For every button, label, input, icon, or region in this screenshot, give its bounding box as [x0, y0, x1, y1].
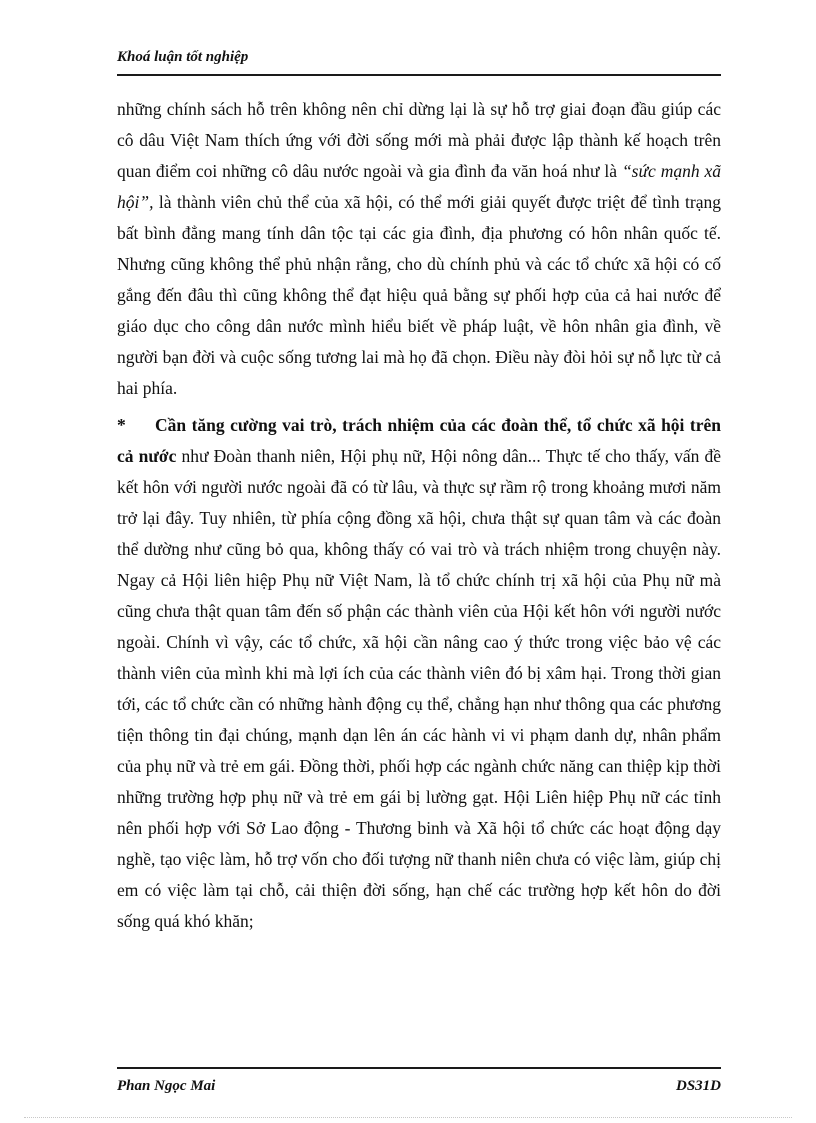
- paragraph-2-heading: Cần tăng cường vai trò, trách nhiệm của các đoàn thể, tổ chức xã hội trên cả nước: [117, 415, 721, 466]
- footer-divider: [117, 1067, 721, 1069]
- paragraph-1-quote: “sức mạnh xã hội”,: [117, 161, 722, 212]
- page-edge-line: [24, 1117, 792, 1118]
- footer-code: DS31D: [675, 1078, 721, 1094]
- document-body: [117, 94, 721, 937]
- paragraph-1-text-b: là thành viên chủ thể của xã hội, có thể mới giải quyết được triệt để tình trạng bất bình đẳng mang tính dân tộc tại các gia đình, địa phương có hôn nhân quốc tế. Nhưng cũng không thể phủ nhận rằng, cho dù chính phủ và các tổ chức xã hội có cố gắng đến đâu thì cũng không thể đạt hiệu quả bằng sự phối hợp của cả hai nước để giáo dục cho công dân nước mình hiểu biết về pháp luật, về hôn nhân gia đình, về người bạn đời và cuộc sống tương lai mà họ đã chọn. Điều này đòi hỏi sự nỗ lực từ cả hai phía.: [117, 192, 721, 398]
- paragraph-2-text: như Đoàn thanh niên, Hội phụ nữ, Hội nông dân... Thực tế cho thấy, vấn đề kết hôn với người nước ngoài đã có từ lâu, và thực sự rầm rộ trong khoảng mươi năm trở lại đây. Tuy nhiên, từ phía cộng đồng xã hội, chưa thật sự quan tâm và các đoàn thể dường như cũng bỏ qua, không thấy có vai trò và trách nhiệm trong chuyện này. Ngay cả Hội liên hiệp Phụ nữ Việt Nam, là tổ chức chính trị xã hội của Phụ nữ mà cũng chưa thật quan tâm đến số phận các thành viên của Hội kết hôn với người nước ngoài. Chính vì vậy, các tổ chức, xã hội cần nâng cao ý thức trong việc bảo vệ các thành viên của mình khi mà lợi ích của các thành viên đó bị xâm hại. Trong thời gian tới, các tổ chức cần có những hành động cụ thể, chẳng hạn như thông qua các phương tiện thông tin đại chúng, mạnh dạn lên án các hành vi vi phạm danh dự, nhân phẩm của phụ nữ và trẻ em gái. Đồng thời, phối hợp các ngành chức năng can thiệp kịp thời những trường hợp phụ nữ và trẻ em gái bị lường gạt. Hội Liên hiệp Phụ nữ các tỉnh nên phối hợp với Sở Lao động - Thương binh và Xã hội tổ chức các hoạt động dạy nghề, tạo việc làm, hỗ trợ vốn cho đối tượng nữ thanh niên chưa có việc làm, giúp chị em có việc làm tại chỗ, cải thiện đời sống, hạn chế các trường hợp kết hôn do đời sống quá khó khăn;: [117, 446, 722, 931]
- header-divider: [117, 74, 721, 76]
- paragraph-1-text-a: những chính sách hỗ trên không nên chỉ dừng lại là sự hỗ trợ giai đoạn đầu giúp các cô dâu Việt Nam thích ứng với đời sống mới mà phải được lập thành kế hoạch trên quan điểm coi những cô dâu nước ngoài và gia đình đa văn hoá như là: [117, 99, 721, 181]
- bullet-marker: *: [117, 415, 126, 435]
- paragraph-2: [117, 410, 721, 937]
- footer-author: Phan Ngọc Mai: [117, 1078, 216, 1094]
- page-header-title: Khoá luận tốt nghiệp: [117, 49, 249, 65]
- paragraph-1: [117, 94, 721, 404]
